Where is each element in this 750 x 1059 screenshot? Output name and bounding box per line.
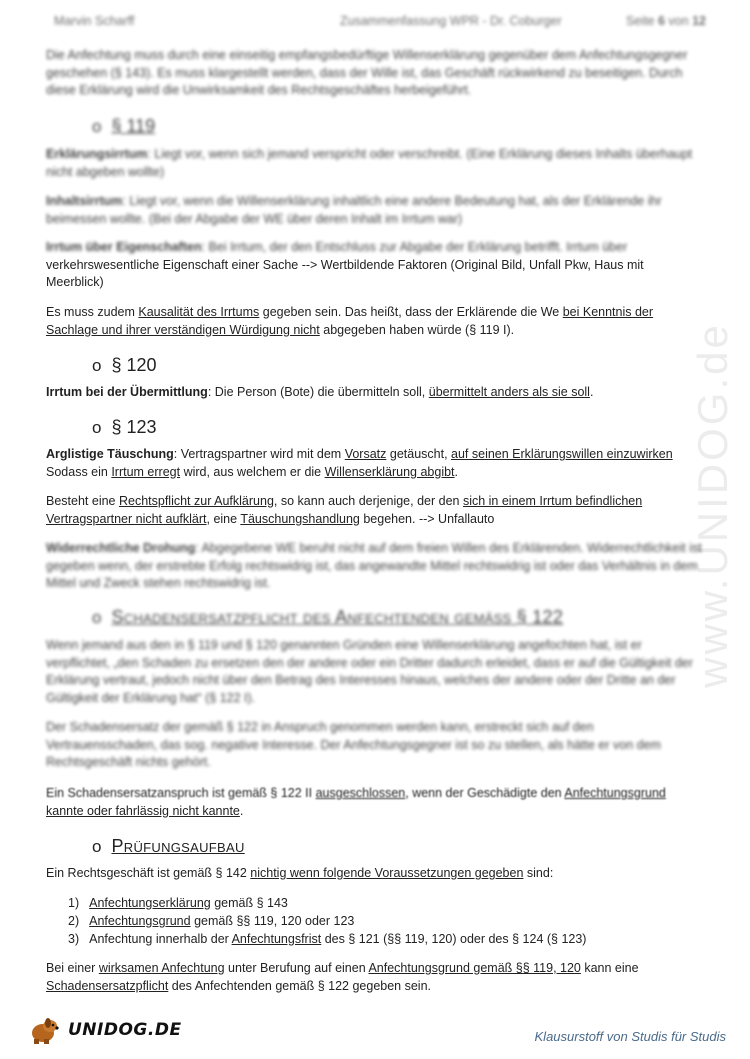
definition: : Abgegebene WE beruht nicht auf dem freien Willen des Erklärenden. Widerrechtlichkeit ist gegeben wenn, der erstrebte Erfolg rechtswidrig ist, das angewandte Mittel rechtswidrig ist oder das Verhältnis in dem Mittel und Zweck stehen rechtswidrig ist. xyxy=(46,541,702,591)
section-123-heading xyxy=(92,417,157,438)
text: Anfechtung innerhalb der xyxy=(89,932,232,946)
eigenschaft-line-1 xyxy=(46,239,706,257)
text: gemäß § 143 xyxy=(210,896,288,910)
bullet-icon: o xyxy=(92,116,102,136)
list-item xyxy=(68,912,586,930)
text: begehen. --> Unfallauto xyxy=(359,511,495,526)
text-underlined: Anfechtungserklärung xyxy=(89,896,211,910)
intro-line: geschehen (§ 143). Es muss klargestellt werden, dass der Wille ist, das Geschäft rückwirkend zu beseitigen. Durch xyxy=(46,65,683,80)
text: Es muss zudem xyxy=(46,305,139,319)
s123-aufklaerung xyxy=(46,493,706,528)
section-title: § 119 xyxy=(111,116,156,136)
list-number: 2) xyxy=(68,914,80,928)
text-underlined: Anfechtungsfrist xyxy=(231,932,322,946)
text: unter Berufung auf einen xyxy=(224,961,369,975)
text: sind: xyxy=(523,866,554,880)
text-underlined: bei Kenntnis der xyxy=(562,305,654,319)
text: kann eine xyxy=(580,961,639,975)
term: Inhaltsirrtum xyxy=(46,194,123,208)
text: abgegeben haben würde (§ 119 I). xyxy=(319,322,515,337)
pruef-intro xyxy=(46,865,706,883)
list-number: 3) xyxy=(68,932,80,946)
page-total: 12 xyxy=(692,14,706,28)
s123-drohung xyxy=(46,540,706,593)
text-underlined: Täuschungshandlung xyxy=(240,511,360,526)
pruefungsaufbau-heading xyxy=(92,836,245,857)
header-author: Marvin Scharff xyxy=(54,14,135,28)
term: Irrtum über Eigenschaften xyxy=(46,240,202,254)
text: Ein Schadensersatzanspruch ist gemäß § 122 II xyxy=(46,786,316,800)
text: Sodass ein xyxy=(46,464,112,479)
list-item xyxy=(68,930,586,948)
s123-arglist xyxy=(46,446,706,481)
text-underlined: Sachlage und ihrer verständigen Würdigung nicht xyxy=(46,322,320,337)
text-underlined: ausgeschlossen xyxy=(315,786,406,800)
text: des Anfechtenden gemäß § 122 gegeben sein. xyxy=(168,978,431,993)
logo-text: UNIDOG.DE xyxy=(68,1020,182,1040)
s119-erklaerungsirrtum xyxy=(46,146,706,181)
section-title: Schadensersatzpflicht des Anfechtenden gemäß § 122 xyxy=(111,607,564,627)
text: Besteht eine xyxy=(46,494,119,508)
term: Arglistige Täuschung xyxy=(46,447,174,461)
header-page xyxy=(626,14,706,28)
intro-line: diese Erklärung wird die Unwirksamkeit des Rechtsgeschäftes herbeigeführt. xyxy=(46,83,472,98)
pruef-closing xyxy=(46,960,706,995)
text: Ein Rechtsgeschäft ist gemäß § 142 xyxy=(46,866,251,880)
page-of: von xyxy=(668,14,689,28)
eigenschaft-line-2: verkehrswesentliche Eigenschaft einer Sache --> Wertbildende Faktoren (Original Bild, Unfall Pkw, Haus mit xyxy=(46,257,644,272)
intro-paragraph xyxy=(46,47,706,100)
bullet-icon: o xyxy=(92,836,102,856)
text-underlined: Rechtspflicht zur Aufklärung xyxy=(118,494,274,508)
text-underlined: Anfechtungsgrund gemäß §§ 119, 120 xyxy=(368,961,581,975)
footer-tagline: Klausurstoff von Studis für Studis xyxy=(534,1029,726,1044)
intro-line: Die Anfechtung muss durch eine einseitig empfangsbedürftige Willenserklärung gegenüber dem Anfechtungsgegner xyxy=(46,48,688,62)
section-title: § 123 xyxy=(111,417,157,437)
text-underlined: Schadensersatzpflicht xyxy=(46,978,169,993)
text-underlined: Kausalität des Irrtums xyxy=(138,305,260,319)
text-underlined: Anfechtungsgrund xyxy=(89,914,191,928)
definition: : Liegt vor, wenn sich jemand verspricht oder verschreibt. (Eine Erklärung dieses Inhalts überhaupt nicht abgeben wollte) xyxy=(46,147,693,179)
text: gemäß §§ 119, 120 oder 123 xyxy=(190,914,355,928)
bullet-icon: o xyxy=(92,607,102,627)
eigenschaft-line-3: Meerblick) xyxy=(46,275,104,290)
text: getäuscht, xyxy=(386,447,452,461)
text-underlined: Irrtum erregt xyxy=(111,464,181,479)
section-119-heading xyxy=(92,116,155,137)
text: gegeben sein. Das heißt, dass der Erklärende die We xyxy=(259,305,563,319)
text: , eine xyxy=(206,511,241,526)
text-underlined: kannte oder fahrlässig nicht kannte xyxy=(46,803,240,818)
text-underlined: nichtig wenn folgende Voraussetzungen gegeben xyxy=(250,866,524,880)
s119-kausalitaet xyxy=(46,304,706,339)
header-title: Zusammenfassung WPR - Dr. Coburger xyxy=(340,14,562,28)
s120-paragraph xyxy=(46,384,706,402)
s122-paragraph-3 xyxy=(46,785,706,820)
text: , wenn der Geschädigte den xyxy=(405,786,565,800)
watermark-text: www.UNIDOG.de xyxy=(689,322,736,688)
text: wird, aus welchem er die xyxy=(180,464,325,479)
list-number: 1) xyxy=(68,896,80,910)
pruef-list xyxy=(68,894,586,948)
s119-inhaltsirrtum xyxy=(46,193,706,228)
text-underlined: Anfechtungsgrund xyxy=(564,786,666,800)
term: Irrtum bei der Übermittlung xyxy=(46,385,208,399)
list-item xyxy=(68,894,586,912)
text: . xyxy=(589,385,594,399)
text: Bei einer xyxy=(46,961,99,975)
text-underlined: wirksamen Anfechtung xyxy=(98,961,225,975)
text: des § 121 (§§ 119, 120) oder des § 124 (§ 123) xyxy=(321,932,587,946)
section-title: § 120 xyxy=(111,355,157,375)
unidog-logo[interactable] xyxy=(28,1015,182,1045)
text-underlined: Willenserklärung abgibt xyxy=(324,464,455,479)
text: : Die Person (Bote) die übermitteln soll, xyxy=(207,385,429,399)
section-120-heading xyxy=(92,355,157,376)
section-title: Prüfungsaufbau xyxy=(111,836,245,856)
s119-eigenschaftsirrtum xyxy=(46,239,706,292)
page-number: 6 xyxy=(657,14,665,28)
dog-icon xyxy=(28,1015,62,1045)
text-underlined: sich in einem Irrtum befindlichen xyxy=(462,494,643,508)
text: . xyxy=(454,464,459,479)
s122-paragraph-1: Wenn jemand aus den in § 119 und § 120 genannten Gründen eine Willenserklärung angefochten hat, ist er verpflichtet, „den Schaden zu ersetzen den der andere oder ein Dritter dadurch erleidet, dass er auf die Gültigkeit der Erklärung vertraut, jedoch nicht über den Betrag des Interesses hinaus, welches der andere oder der Dritte an der Gültigkeit der Erklärung hat“ (§ 122 I). xyxy=(46,638,693,705)
text: , so kann auch derjenige, der den xyxy=(273,494,463,508)
bullet-icon: o xyxy=(92,417,102,437)
definition: : Bei Irrtum, der den Entschluss zur Abgabe der Erklärung betrifft. Irrtum über xyxy=(201,240,628,254)
text-underlined: übermittelt anders als sie soll xyxy=(428,385,590,399)
term: Widerrechtliche Drohung xyxy=(46,541,196,555)
section-122-heading xyxy=(92,607,563,628)
s122-paragraph-2: Der Schadensersatz der gemäß § 122 in Anspruch genommen werden kann, erstreckt sich auf den Vertrauensschaden, das sog. negative Interesse. Der Anfechtungsgegner ist so zu stellen, als hätte er von dem Rechtsgeschäft nichts gehört. xyxy=(46,720,661,770)
text-underlined: auf seinen Erklärungswillen einzuwirken xyxy=(451,447,673,461)
text: : Vertragspartner wird mit dem xyxy=(173,447,345,461)
term: Erklärungsirrtum xyxy=(46,147,148,161)
page-prefix: Seite xyxy=(626,14,655,28)
text-underlined: Vertragspartner nicht aufklärt xyxy=(46,511,207,526)
text-underlined: Vorsatz xyxy=(344,447,387,461)
bullet-icon: o xyxy=(92,355,102,375)
definition: : Liegt vor, wenn die Willenserklärung inhaltlich eine andere Bedeutung hat, als der Erklärende ihr beimessen wollte. (Bei der Abgabe der WE über deren Inhalt im Irrtum war) xyxy=(46,194,662,226)
text: . xyxy=(239,803,244,818)
